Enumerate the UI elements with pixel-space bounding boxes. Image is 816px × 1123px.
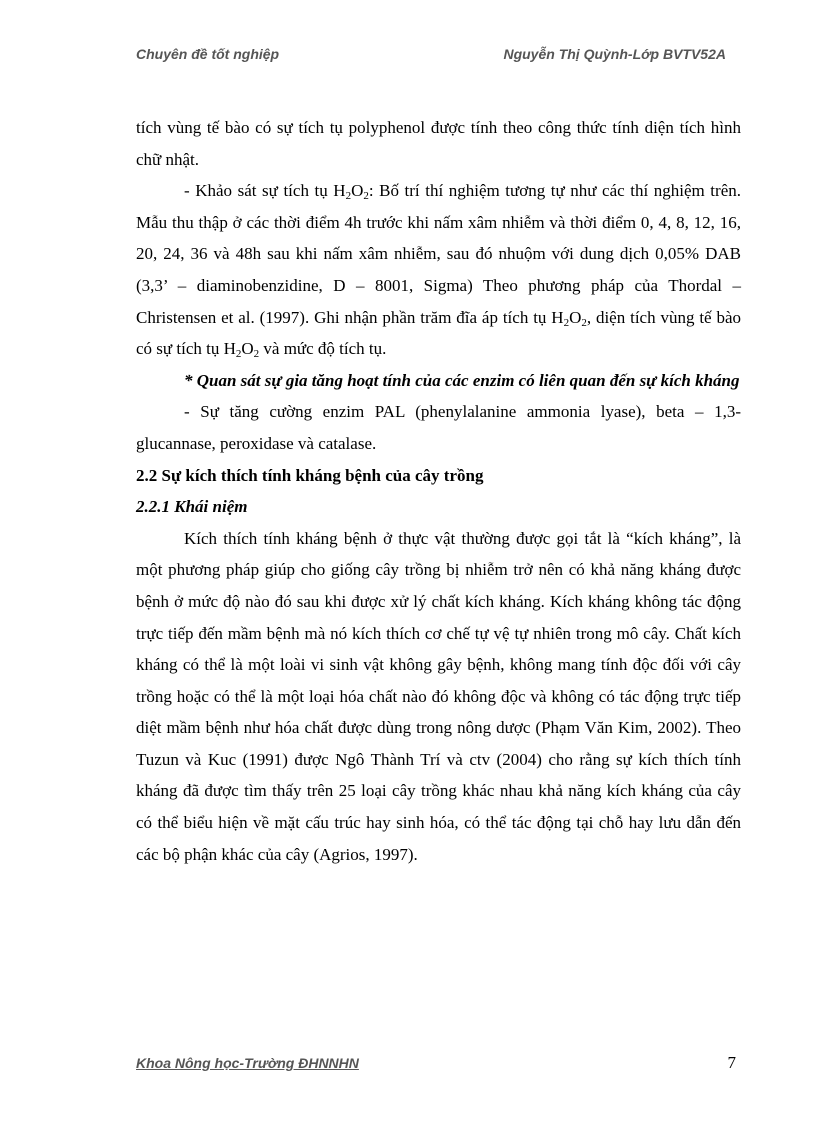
paragraph-h2o2 — [136, 175, 741, 365]
header-document-title: Chuyên đề tốt nghiệp — [136, 46, 280, 62]
subscript: 2 — [253, 348, 260, 361]
page-content — [136, 112, 741, 870]
subscript: 2 — [563, 316, 570, 329]
text-segment: - Khảo sát sự tích tụ H — [184, 181, 346, 201]
subscript: 2 — [581, 316, 587, 329]
text-segment: và mức độ tích tụ. — [259, 339, 387, 359]
page-number: 7 — [727, 1053, 736, 1072]
heading-enzyme-activity: * Quan sát sự gia tăng hoạt tính của các enzim có liên quan đến sự kích kháng — [184, 370, 740, 390]
paragraph-enzymes: - Sự tăng cường enzim PAL (phenylalanine ammonia lyase), beta – 1,3- glucannase, peroxidase và catalase. — [136, 402, 741, 453]
text-segment: O — [351, 181, 364, 201]
subscript: 2 — [235, 348, 242, 361]
section-heading-2-2: 2.2 Sự kích thích tính kháng bệnh của cây trồng — [136, 465, 484, 485]
text-segment: O — [569, 307, 582, 327]
subscript: 2 — [345, 190, 352, 203]
subsection-heading-2-2-1: 2.2.1 Khái niệm — [136, 497, 248, 517]
text-segment: : Bố trí thí nghiệm tương tự như các thí nghiệm trên. Mẫu thu thập ở các thời điểm 4h trước khi nấm xâm nhiễm và thời điểm 0, 4, 8, 12, 16, 20, 24, 36 và 48h sau khi nấm xâm nhiễm, sau đó nhuộm với dung dịch 0,05% DAB (3,3’ – diaminobenzidine, D – 8001, Sigma) Theo phương pháp của Thordal – Christensen et al. (1997). Ghi nhận phần trăm đĩa áp tích tụ H — [136, 181, 741, 327]
text-segment: , diện tích vùng tế bào có sự tích tụ H — [136, 307, 741, 359]
text-segment: O — [241, 339, 254, 359]
paragraph-concept: Kích thích tính kháng bệnh ở thực vật thường được gọi tắt là “kích kháng”, là một phương pháp giúp cho giống cây trồng bị nhiễm trở nên có khả năng kháng được bệnh ở mức độ nào đó sau khi được xử lý chất kích kháng. Kích kháng không tác động trực tiếp đến mầm bệnh mà nó kích thích cơ chế tự vệ tự nhiên trong mô cây. Chất kích kháng có thể là một loài vi sinh vật không gây bệnh, không mang tính độc đối với cây trồng hoặc có thể là một loại hóa chất nào đó không độc và không có tác động trực tiếp diệt mầm bệnh như hóa chất được dùng trong nông dược (Phạm Văn Kim, 2002). Theo Tuzun và Kuc (1991) được Ngô Thành Trí và ctv (2004) cho rằng sự kích thích tính kháng đã được tìm thấy trên 25 loại cây trồng khác nhau khả năng kích kháng của cây có thể biểu hiện về mặt cấu trúc hay sinh hóa, có thể tác động tại chỗ hay lưu dẫn đến các bộ phận khác của cây (Agrios, 1997). — [136, 528, 741, 864]
paragraph-polyphenol: tích vùng tế bào có sự tích tụ polyphenol được tính theo công thức tính diện tích hình chữ nhật. — [136, 118, 741, 169]
footer-institution: Khoa Nông học-Trường ĐHNNHN — [136, 1055, 359, 1071]
header-author: Nguyễn Thị Quỳnh-Lớp BVTV52A — [503, 46, 726, 62]
subscript: 2 — [363, 190, 369, 203]
